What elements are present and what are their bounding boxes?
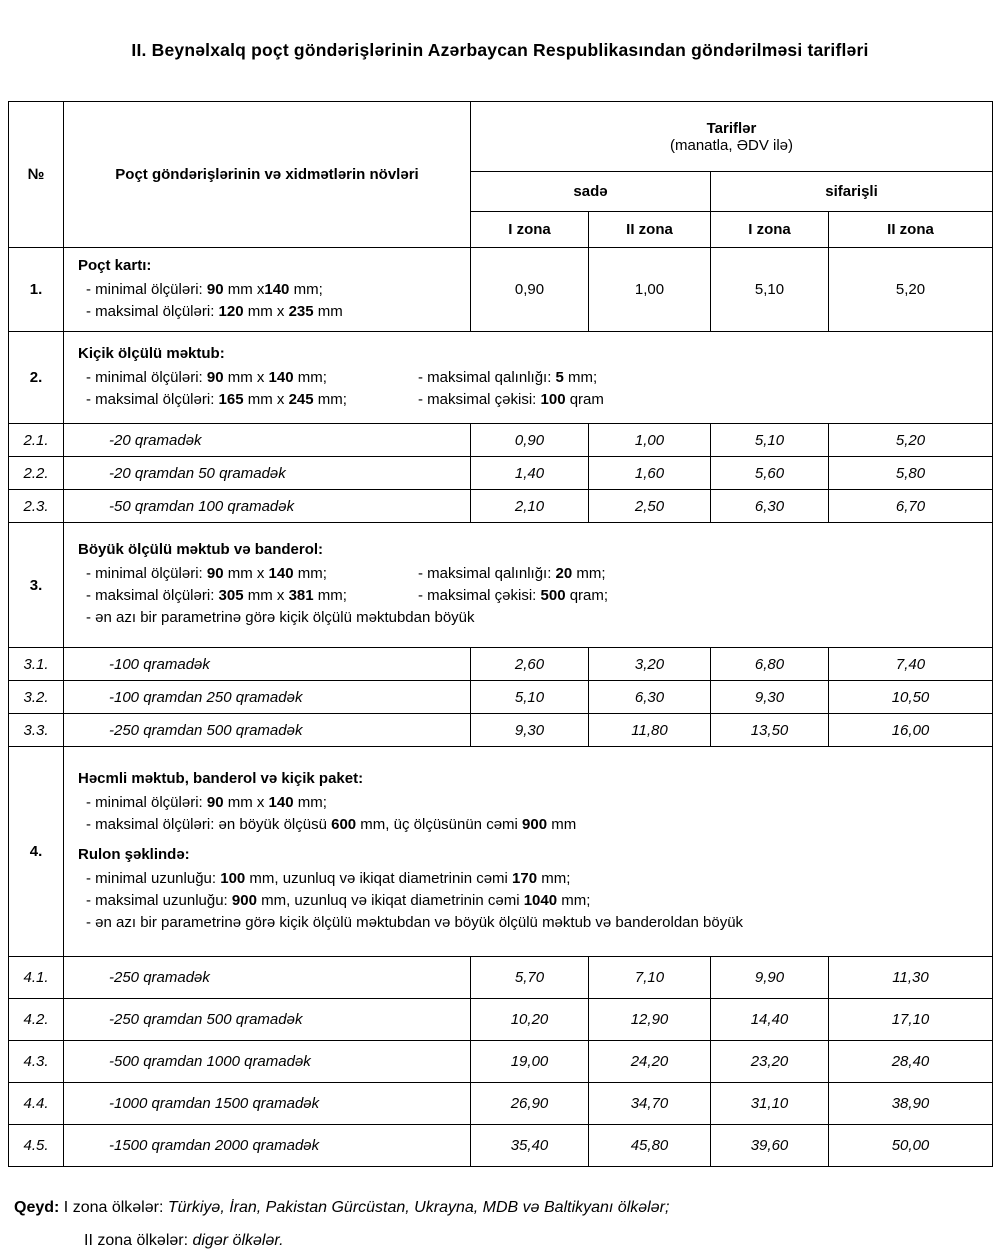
weight-range: -500 qramdan 1000 qramadək [64,1041,471,1083]
row-bulky-letter [9,747,993,957]
zone1-label: I zona ölkələr: [63,1199,164,1216]
row-number: 3.2. [9,681,64,714]
row-postcard [9,248,993,332]
row-number: 3.1. [9,648,64,681]
col-header-registered-zone1: I zona [711,212,829,248]
category-subtitle: Rulon şəklində: [78,845,190,863]
zone2-countries: digər ölkələr. [192,1232,284,1249]
tariff-value: 14,40 [711,999,829,1041]
col-header-simple-zone1: I zona [471,212,589,248]
category-title: Poçt kartı: [78,256,152,274]
tariff-value: 5,10 [471,681,589,714]
tariff-value: 1,00 [589,424,711,457]
row-number: 4.3. [9,1041,64,1083]
tariff-value: 0,90 [471,248,589,332]
tariff-value: 24,20 [589,1041,711,1083]
tariff-value: 7,40 [829,648,993,681]
row-number: 3. [9,523,64,648]
weight-range: -100 qramdan 250 qramadək [64,681,471,714]
tariff-value: 16,00 [829,714,993,747]
tariff-value: 2,10 [471,490,589,523]
row-number: 4. [9,747,64,957]
category-details: - minimal ölçüləri: 90 mm x 140 mm; - maksimal qalınlığı: 5 mm; - maksimal ölçüləri: 165 mm x 245 mm; - maksimal çəkisi: 100 qram [86,368,604,408]
tariff-value: 5,20 [829,424,993,457]
tariff-value: 6,30 [711,490,829,523]
tariff-value: 26,90 [471,1083,589,1125]
tariff-value: 9,30 [471,714,589,747]
weight-range: -20 qramadək [64,424,471,457]
row-description [64,332,993,424]
zone2-label: II zona ölkələr: [84,1232,189,1249]
col-header-services: Poçt göndərişlərinin və xidmətlərin növləri [64,102,471,248]
tariff-value: 31,10 [711,1083,829,1125]
weight-range: -1500 qramdan 2000 qramadək [64,1125,471,1167]
weight-range: -250 qramadək [64,957,471,999]
weight-range: -100 qramadək [64,648,471,681]
category-details: - minimal ölçüləri: 90 mm x140 mm; - maksimal ölçüləri: 120 mm x 235 mm [86,280,343,320]
row-2-1 [9,424,993,457]
col-header-registered: sifarişli [711,172,993,212]
tariff-value: 3,20 [589,648,711,681]
tariff-value: 1,40 [471,457,589,490]
tariff-value: 11,80 [589,714,711,747]
tariff-value: 11,30 [829,957,993,999]
row-description [64,523,993,648]
tariff-value: 9,90 [711,957,829,999]
row-2-2 [9,457,993,490]
category-title: Kiçik ölçülü məktub: [78,344,225,362]
category-details: - minimal ölçüləri: 90 mm x 140 mm; - maksimal qalınlığı: 20 mm; - maksimal ölçüləri: 305 mm x 381 mm; - maksimal çəkisi: 500 qram; - ən azı bir parametrinə görə kiçik ölçülü məktubdan böyük [86,565,609,626]
weight-range: -50 qramdan 100 qramadək [64,490,471,523]
tariff-value: 17,10 [829,999,993,1041]
weight-range: -1000 qramdan 1500 qramadək [64,1083,471,1125]
tariff-value: 39,60 [711,1125,829,1167]
row-number: 4.1. [9,957,64,999]
row-4-5 [9,1125,993,1167]
header-row-1 [9,102,993,172]
tariff-value: 0,90 [471,424,589,457]
row-description [64,248,471,332]
footnote [14,1199,992,1250]
tariff-value: 10,50 [829,681,993,714]
tariff-value: 6,80 [711,648,829,681]
tariff-value: 45,80 [589,1125,711,1167]
row-4-3 [9,1041,993,1083]
row-number: 3.3. [9,714,64,747]
row-2-3 [9,490,993,523]
tariff-value: 6,70 [829,490,993,523]
col-header-simple: sadə [471,172,711,212]
category-title: Böyük ölçülü məktub və banderol: [78,541,324,558]
tariff-value: 28,40 [829,1041,993,1083]
weight-range: -250 qramdan 500 qramadək [64,999,471,1041]
category-details: - minimal ölçüləri: 90 mm x 140 mm; - maksimal ölçüləri: ən böyük ölçüsü 600 mm, üç ölçüsünün cəmi 900 mm [86,793,577,833]
tariff-value: 34,70 [589,1083,711,1125]
row-4-2 [9,999,993,1041]
row-number: 1. [9,248,64,332]
footnote-label: Qeyd: [14,1199,60,1216]
tariff-value: 5,10 [711,424,829,457]
tariff-value: 2,60 [471,648,589,681]
tariffs-subtitle: (manatla, ƏDV ilə) [670,136,793,154]
row-small-letter [9,332,993,424]
tariff-value: 5,80 [829,457,993,490]
tariff-value: 6,30 [589,681,711,714]
category-title: Həcmli məktub, banderol və kiçik paket: [78,769,364,787]
tariff-value: 10,20 [471,999,589,1041]
tariff-value: 1,00 [589,248,711,332]
row-3-2 [9,681,993,714]
row-3-1 [9,648,993,681]
tariff-value: 1,60 [589,457,711,490]
tariff-value: 23,20 [711,1041,829,1083]
row-number: 2.1. [9,424,64,457]
row-number: 2.2. [9,457,64,490]
tariff-value: 38,90 [829,1083,993,1125]
tariff-value: 50,00 [829,1125,993,1167]
row-number: 2.3. [9,490,64,523]
row-description [64,747,993,957]
category-details: - minimal uzunluğu: 100 mm, uzunluq və ikiqat diametrinin cəmi 170 mm; - maksimal uzunluğu: 900 mm, uzunluq və ikiqat diametrinin cəmi 1040 mm; - ən azı bir parametrinə görə kiçik ölçülü məktubdan və böyük ölçülü məktub və banderoldan böyük [86,869,744,931]
col-header-number: № [9,102,64,248]
footnote-line-1 [14,1199,992,1217]
tariff-value: 2,50 [589,490,711,523]
col-header-simple-zone2: II zona [589,212,711,248]
row-large-letter [9,523,993,648]
row-4-4 [9,1083,993,1125]
row-4-1 [9,957,993,999]
row-number: 2. [9,332,64,424]
weight-range: -20 qramdan 50 qramadək [64,457,471,490]
tariff-value: 35,40 [471,1125,589,1167]
weight-range: -250 qramdan 500 qramadək [64,714,471,747]
tariff-value: 19,00 [471,1041,589,1083]
col-header-tariffs [471,102,993,172]
page-title: II. Beynəlxalq poçt göndərişlərinin Azərbaycan Respublikasından göndərilməsi tarifləri [131,40,869,60]
tariff-value: 13,50 [711,714,829,747]
tariff-table [8,101,993,1167]
tariff-value: 5,60 [711,457,829,490]
footnote-line-2 [14,1232,992,1250]
tariff-value: 9,30 [711,681,829,714]
row-number: 4.2. [9,999,64,1041]
tariffs-title: Tariflər [706,119,757,137]
row-number: 4.5. [9,1125,64,1167]
tariff-value: 5,20 [829,248,993,332]
col-header-registered-zone2: II zona [829,212,993,248]
tariff-value: 7,10 [589,957,711,999]
tariff-value: 12,90 [589,999,711,1041]
row-number: 4.4. [9,1083,64,1125]
tariff-value: 5,70 [471,957,589,999]
tariff-value: 5,10 [711,248,829,332]
zone1-countries: Türkiyə, İran, Pakistan Gürcüstan, Ukrayna, MDB və Baltikyanı ölkələr; [167,1199,670,1216]
row-3-3 [9,714,993,747]
